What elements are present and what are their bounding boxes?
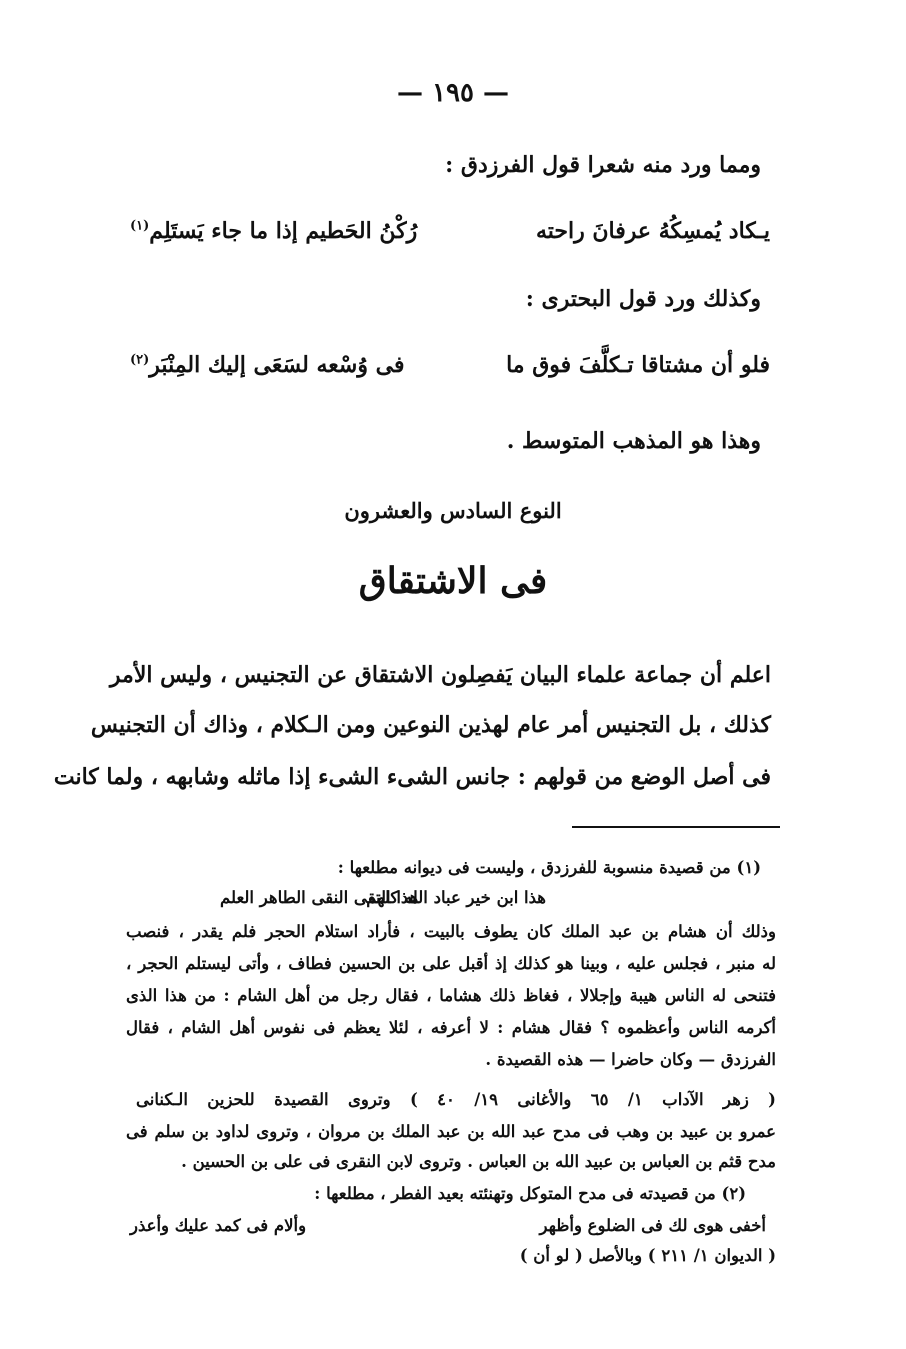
footnote-1-ref: ( زهر الآداب ١/ ٦٥ والأغانى ١٩/ ٤٠ ) وتروى القصيدة للحزين الـكنانى [136, 1090, 776, 1109]
verse-hemistich-first: يـكاد يُمسِكُهُ عرفانَ راحته [535, 218, 770, 244]
verse-text: فى وُسْعه لسَعَى إليك المِنْبَر [149, 352, 405, 378]
verse-hemistich-second [130, 352, 404, 378]
section-type-heading: النوع السادس والعشرون [344, 498, 562, 523]
middle-school-line: وهذا هو المذهب المتوسط . [506, 428, 761, 454]
verse-text: رُكْنُ الحَطيم إذا ما جاء يَستَلِم [149, 218, 418, 244]
footnote-2-verse-second: وألام فى كمد عليك وأعذر [130, 1216, 307, 1235]
footnote-2-verse-first: أخفى هوى لك فى الضلوع وأظهر [539, 1216, 766, 1235]
body-line: كذلك ، بل التجنيس أمر عام لهذين النوعين ومن الـكلام ، وذاك أن التجنيس [90, 712, 771, 738]
footnote-1-ref: مدح قثم بن العباس بن عبيد الله بن العباس . وتروى لابن النقرى فى على بن الحسين . [181, 1152, 776, 1171]
footnote-1-line: فتنحى له الناس هيبة وإجلالا ، فغاظ ذلك هشاما ، فقال رجل من أهل الشام : من هذا الذى [126, 986, 776, 1005]
body-line: فى أصل الوضع من قولهم : جانس الشىء الشىء إذا ماثله وشابهه ، ولما كانت [53, 764, 771, 790]
footnote-2-head: (٢) من قصيدته فى مدح المتوكل وتهنئته بعيد الفطر ، مطلعها : [314, 1184, 746, 1203]
verse-hemistich-first: فلو أن مشتاقا تـكلَّفَ فوق ما [506, 352, 770, 378]
footnote-1-line: أكرمه الناس وأعظموه ؟ فقال هشام : لا أعرفه ، لئلا يعظم فى نفوس أهل الشام ، فقال [126, 1018, 776, 1037]
intro-farazdaq: ومما ورد منه شعرا قول الفرزدق : [445, 152, 761, 178]
footnote-1-verse-second: هذا التقى النقى الطاهر العلم [220, 888, 419, 907]
footnote-1-line: وذلك أن هشام بن عبد الملك كان يطوف بالبيت ، فأراد استلام الحجر فلم يقدر ، فنصب [126, 922, 776, 941]
footnote-separator [572, 826, 780, 828]
footnote-1-line: الفرزدق — وكان حاضرا — هذه القصيدة . [485, 1050, 776, 1069]
footnote-1-head: (١) من قصيدة منسوبة للفرزدق ، وليست فى ديوانه مطلعها : [337, 858, 761, 877]
footnote-1-verse-first: هذا ابن خير عباد الله كلهم [366, 888, 546, 907]
verse-hemistich-second [130, 218, 417, 244]
section-title: فى الاشتقاق [358, 560, 548, 602]
page-number: — ١٩٥ — [396, 78, 510, 108]
footnote-marker-1: (١) [130, 218, 150, 234]
footnote-1-line: له منبر ، فجلس عليه ، وبينا هو كذلك إذ أقبل على بن الحسين فطاف ، وأتى ليستلم الحجر ، [126, 954, 776, 973]
body-line: اعلم أن جماعة علماء البيان يَفصِلون الاشتقاق عن التجنيس ، وليس الأمر [109, 662, 771, 688]
intro-buhturi: وكذلك ورد قول البحترى : [525, 286, 761, 312]
footnote-2-ref: ( الديوان ١/ ٢١١ ) وبالأصل ( لو أن ) [519, 1246, 776, 1265]
footnote-1-ref: عمرو بن عبيد بن وهب فى مدح عبد الله بن عبد الملك بن مروان ، وتروى لداود بن سلم فى [126, 1122, 776, 1141]
footnote-marker-2: (٢) [130, 352, 150, 368]
